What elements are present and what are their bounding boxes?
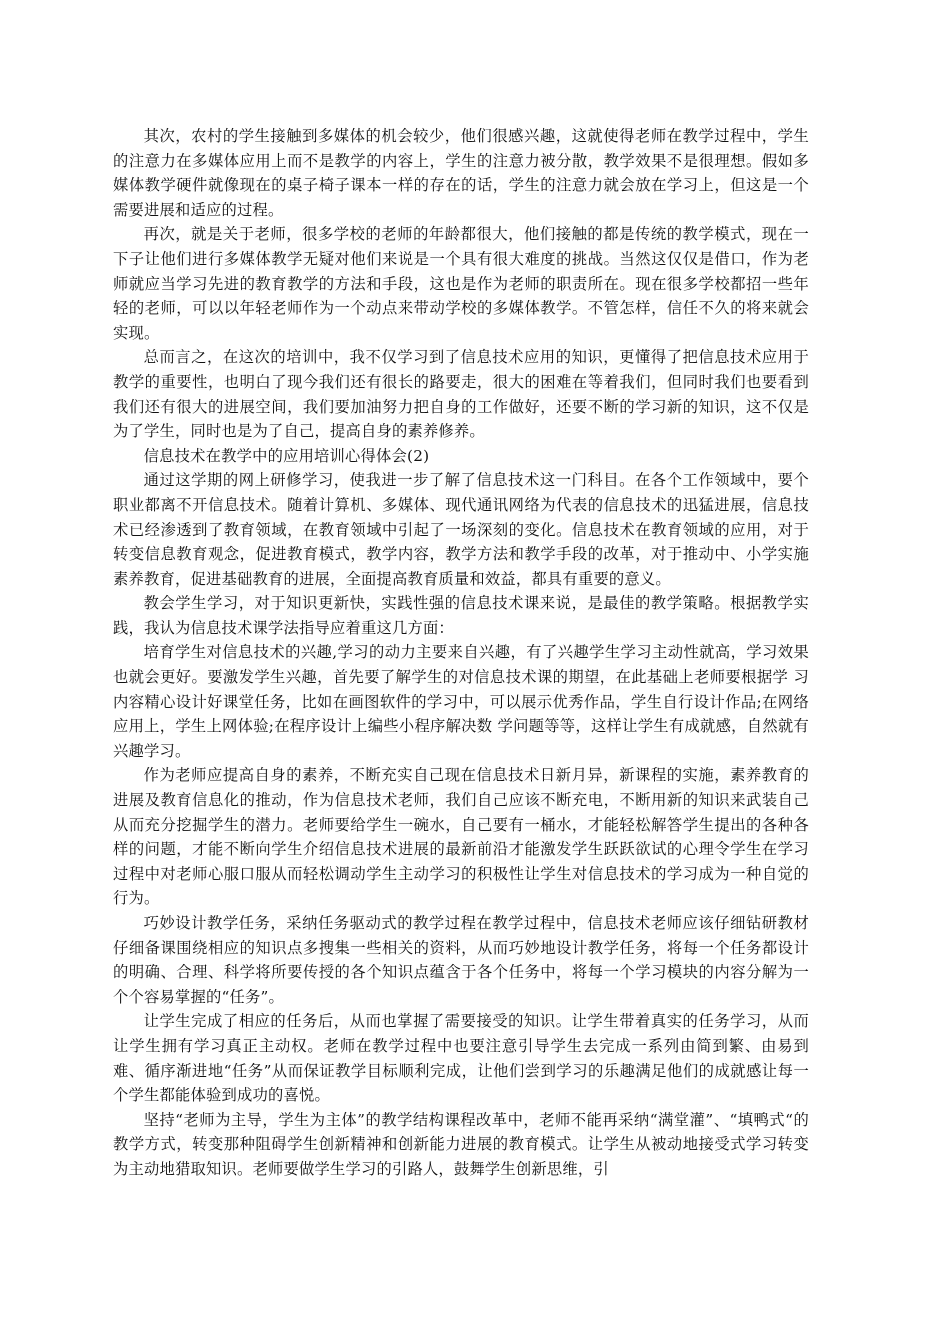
document-body — [113, 124, 809, 1182]
section-heading: 信息技术在教学中的应用培训心得体会(2) — [143, 446, 430, 465]
paragraph-4: 通过这学期的网上研修学习，使我进一步了解了信息技术这一门科目。在各个工作领域中，要个职业都离不开信息技术。随着计算机、多媒体、现代通讯网络为代表的信息技术的迅猛进展，信息技术已经渗透到了教育领域，在教育领域中引起了一场深刻的变化。信息技术在教育领域的应用，对于转变信息教育观念，促进教育模式，教学内容，教学方法和教学手段的改革，对于推动中、小学实施素养教育，促进基础教育的进展，全面提高教育质量和效益，都具有重要的意义。 — [113, 471, 809, 588]
paragraph-8: 巧妙设计教学任务，采纳任务驱动式的教学过程在教学过程中，信息技术老师应该仔细钻研教材仔细备课围绕相应的知识点多搜集一些相关的资料，从而巧妙地设计教学任务，将每一个任务都设计的明确、合理、科学将所要传授的各个知识点蕴含于各个任务中，将每一个学习模块的内容分解为一个个容易掌握的“任务”。 — [113, 914, 809, 1006]
paragraph-10: 坚持“老师为主导，学生为主体”的教学结构课程改革中，老师不能再采纳“满堂灌”、“填鸭式“的教学方式，转变那种阻碍学生创新精神和创新能力进展的教育模式。让学生从被动地接受式学习转变为主动地猎取知识。老师要做学生学习的引路人，鼓舞学生创新思维，引 — [113, 1110, 809, 1178]
paragraph-6: 培育学生对信息技术的兴趣,学习的动力主要来自兴趣，有了兴趣学生学习主动性就高，学习效果也就会更好。要激发学生兴趣，首先要了解学生的对信息技术课的期望，在此基础上老师要根据学 习内容精心设计好课堂任务，比如在画图软件的学习中，可以展示优秀作品，学生自行设计作品;在网络应用上，学生上网体验;在程序设计上编些小程序解决数 学问题等等，这样让学生有成就感，自然就有兴趣学习。 — [113, 643, 809, 760]
paragraph-1: 其次，农村的学生接触到多媒体的机会较少，他们很感兴趣，这就使得老师在教学过程中，学生的注意力在多媒体应用上而不是教学的内容上，学生的注意力被分散，教学效果不是很理想。假如多媒体教学硬件就像现在的桌子椅子课本一样的存在的话，学生的注意力就会放在学习上，但这是一个需要进展和适应的过程。 — [113, 127, 809, 219]
paragraph-9: 让学生完成了相应的任务后，从而也掌握了需要接受的知识。让学生带着真实的任务学习，从而让学生拥有学习真正主动权。老师在教学过程中也要注意引导学生去完成一系列由简到繁、由易到难、循序渐进地“任务”从而保证教学目标顺利完成，让他们尝到学习的乐趣满足他们的成就感让每一个学生都能体验到成功的喜悦。 — [113, 1012, 809, 1105]
paragraph-7: 作为老师应提高自身的素养，不断充实自己现在信息技术日新月异，新课程的实施，素养教育的进展及教育信息化的推动，作为信息技术老师，我们自己应该不断充电，不断用新的知识来武装自己从而充分挖掘学生的潜力。老师要给学生一碗水，自己要有一桶水，才能轻松解答学生提出的各种各样的问题，才能不断向学生介绍信息技术进展的最新前沿才能激发学生跃跃欲试的心理令学生在学习过程中对老师心服口服从而轻松调动学生主动学习的积极性让学生对信息技术的学习成为一种自觉的行为。 — [113, 766, 809, 908]
paragraph-3: 总而言之，在这次的培训中，我不仅学习到了信息技术应用的知识，更懂得了把信息技术应用于教学的重要性，也明白了现今我们还有很长的路要走，很大的困难在等着我们，但同时我们也要看到我们还有很大的进展空间，我们要加油努力把自身的工作做好，还要不断的学习新的知识，这不仅是为了学生，同时也是为了自己，提高自身的素养修养。 — [113, 348, 809, 441]
paragraph-5: 教会学生学习，对于知识更新快，实践性强的信息技术课来说，是最佳的教学策略。根据教学实践，我认为信息技术课学法指导应着重这几方面： — [113, 594, 809, 637]
paragraph-2: 再次，就是关于老师，很多学校的老师的年龄都很大，他们接触的都是传统的教学模式，现在一下子让他们进行多媒体教学无疑对他们来说是一个具有很大难度的挑战。当然这仅仅是借口，作为老师就应当学习先进的教育教学的方法和手段，这也是作为老师的职责所在。现在很多学校都招一些年轻的老师，可以以年轻老师作为一个动点来带动学校的多媒体教学。不管怎样，信任不久的将来就会实现。 — [113, 225, 809, 342]
